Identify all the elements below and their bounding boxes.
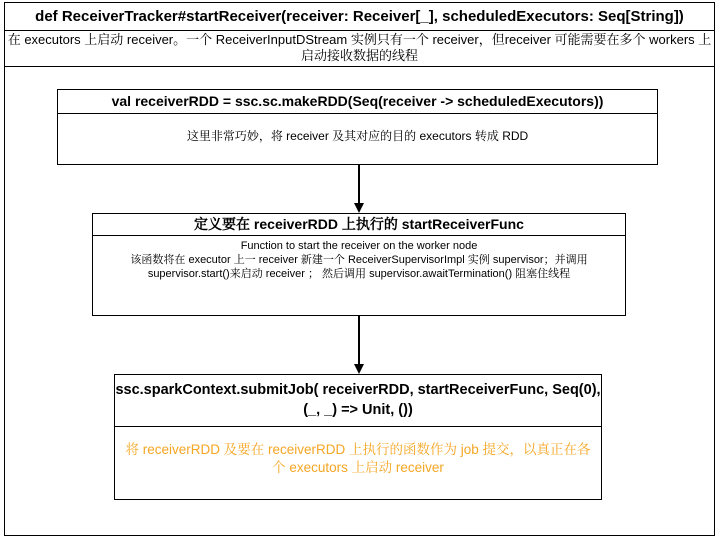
start-receiver-func-body-en: Function to start the receiver on the worker node [240,240,478,252]
submit-job-body: 将 receiverRDD 及要在 receiverRDD 上执行的函数作为 job 提交，以真正在各个 executors 上启动 receiver [125,442,591,475]
submit-job-title: ssc.sparkContext.submitJob( receiverRDD, startReceiverFunc, Seq(0), (_, _) => Unit, ()) [115,375,601,427]
make-rdd-title: val receiverRDD = ssc.sc.makeRDD(Seq(receiver -> scheduledExecutors)) [58,90,657,114]
start-receiver-func-step [92,213,626,316]
make-rdd-body: 这里非常巧妙，将 receiver 及其对应的目的 executors 转成 RDD [186,129,529,143]
start-receiver-func-title: 定义要在 receiverRDD 上执行的 startReceiverFunc [93,214,625,236]
start-receiver-func-body-cn: 该函数将在 executor 上一 receiver 新建一个 ReceiverSupervisorImpl 实例 supervisor；并调用supervisor.start()来启动 receiver ； 然后调用 supervisor.awaitTermination() 阻塞住线程 [130,254,588,280]
function-signature-title: def ReceiverTracker#startReceiver(receiver: Receiver[_], scheduledExecutors: Seq[String]) [5,3,714,31]
function-description: 在 executors 上启动 receiver。一个 ReceiverInputDStream 实例只有一个 receiver，但receiver 可能需要在多个 workers 上启动接收数据的线程 [5,31,714,67]
start-receiver-func-body [93,236,625,281]
make-rdd-step [57,89,658,165]
submit-job-step [114,374,602,500]
